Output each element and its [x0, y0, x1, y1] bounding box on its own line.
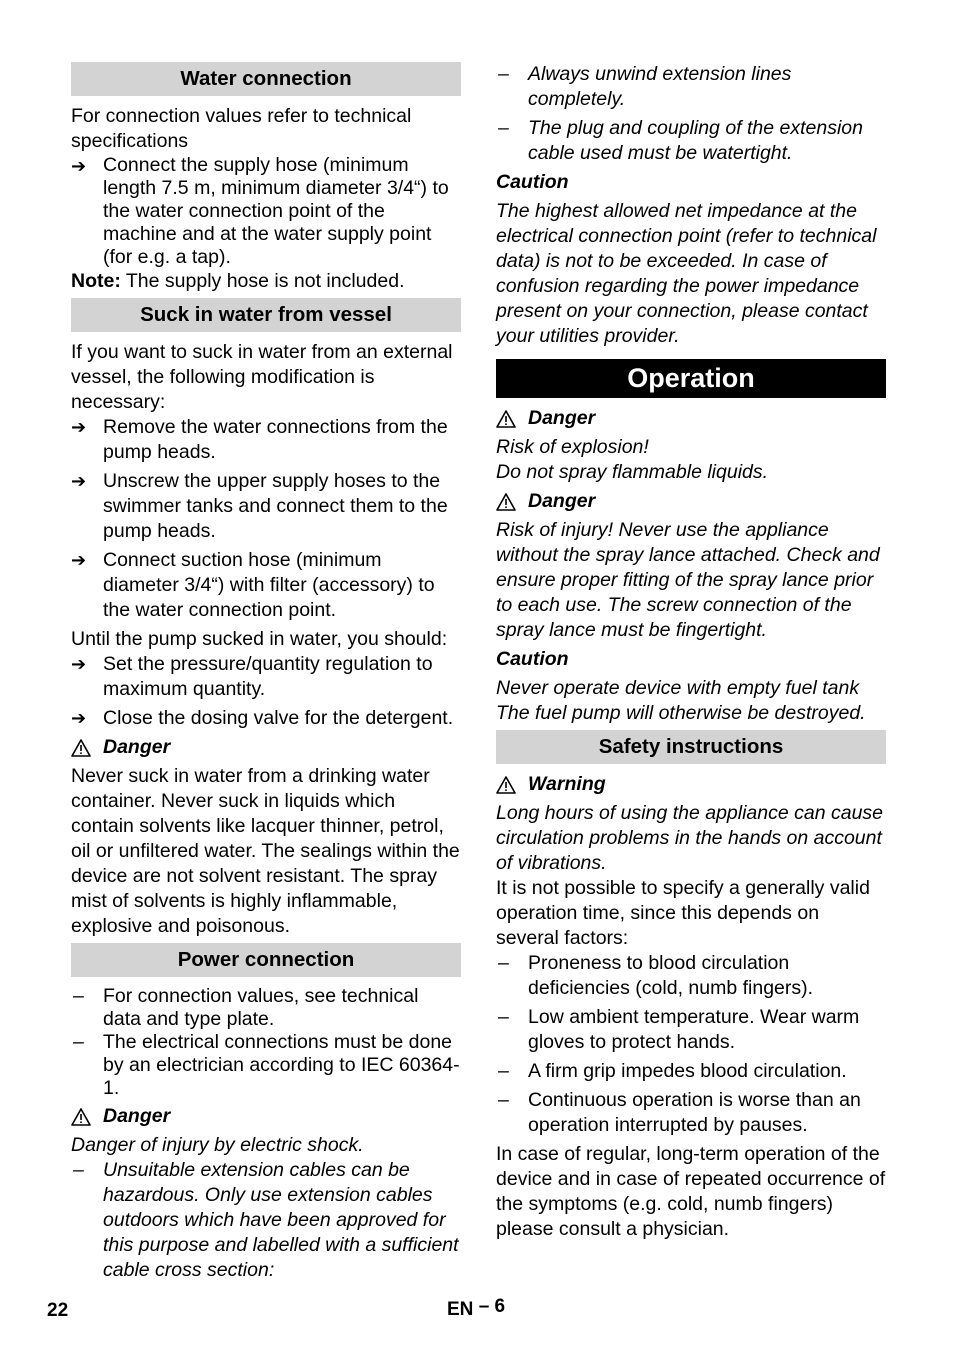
- page-number: 22: [47, 1300, 69, 1321]
- right-arrow-icon: ➔: [71, 708, 87, 728]
- safety-closing: In case of regular, long-term operation of the device and in case of repeated occurrence of the symptoms (e.g. cold, numb fingers) please consult a physician.: [496, 1143, 886, 1240]
- section-page: – 6: [478, 1296, 506, 1317]
- danger-text: Danger of injury by electric shock.: [71, 1134, 364, 1156]
- list-item: [71, 985, 461, 1031]
- step-text: Set the pressure/quantity regulation to maximum quantity.: [103, 653, 433, 700]
- item-text: Proneness to blood circulation deficiencies (cold, numb fingers).: [528, 952, 814, 999]
- list-item: [71, 1031, 461, 1100]
- list-item: [71, 469, 461, 544]
- item-text: The plug and coupling of the extension cable used must be watertight.: [528, 117, 863, 164]
- item-text: A firm grip impedes blood circulation.: [528, 1060, 847, 1082]
- caution-text: Never operate device with empty fuel tank The fuel pump will otherwise be destroyed.: [496, 677, 866, 724]
- section-heading-power-connection: Power connection: [71, 943, 461, 977]
- note-text: The supply hose is not included.: [120, 270, 405, 292]
- page-footer-code: [447, 1297, 505, 1322]
- step-text: Unscrew the upper supply hoses to the swimmer tanks and connect them to the pump heads.: [103, 470, 448, 542]
- right-arrow-icon: ➔: [71, 471, 87, 491]
- safety-body: It is not possible to specify a generally valid operation time, since this depends on several factors:: [496, 877, 870, 949]
- dash-bullet: –: [498, 117, 509, 139]
- warning-heading: [496, 772, 886, 797]
- dash-bullet: –: [498, 952, 509, 974]
- note-paragraph: [71, 269, 461, 294]
- right-column: [496, 62, 886, 1242]
- warning-triangle-icon: [71, 739, 91, 757]
- right-arrow-icon: ➔: [71, 550, 87, 570]
- section-heading-suck-in: Suck in water from vessel: [71, 298, 461, 332]
- item-text: The electrical connections must be done by an electrician according to IEC 60364-1.: [103, 1031, 460, 1099]
- item-text: Unsuitable extension cables can be hazardous. Only use extension cables outdoors which have been approved for this purpose and labelled with a sufficient cable cross section:: [103, 1159, 459, 1281]
- list-item: [496, 116, 886, 166]
- suck-in-intro: If you want to suck in water from an external vessel, the following modification is necessary:: [71, 341, 453, 413]
- dash-bullet: –: [73, 1159, 84, 1181]
- section-heading-water-connection: Water connection: [71, 62, 461, 96]
- dash-bullet: –: [498, 1089, 509, 1111]
- warning-label: Warning: [528, 773, 606, 795]
- item-text: For connection values, see technical data and type plate.: [103, 985, 419, 1030]
- step-text: Close the dosing valve for the detergent.: [103, 707, 454, 729]
- list-item: [71, 1158, 461, 1283]
- danger-label: Danger: [103, 1105, 171, 1127]
- item-text: Always unwind extension lines completely.: [528, 63, 792, 110]
- list-item: [71, 706, 461, 731]
- item-text: Low ambient temperature. Wear warm gloves to protect hands.: [528, 1006, 860, 1053]
- danger-heading: [496, 406, 886, 431]
- warning-triangle-icon: [496, 410, 516, 428]
- danger-heading: [496, 489, 886, 514]
- right-arrow-icon: ➔: [71, 417, 87, 437]
- right-arrow-icon: ➔: [71, 654, 87, 674]
- until-paragraph: Until the pump sucked in water, you should:: [71, 628, 448, 650]
- danger-text: Risk of injury! Never use the appliance without the spray lance attached. Check and ensure proper fitting of the spray lance prior to each use. The screw connection of the spray lance must be fingertight.: [496, 519, 880, 641]
- danger-heading: [71, 1104, 461, 1129]
- danger-label: Danger: [528, 407, 596, 429]
- step-text: Remove the water connections from the pump heads.: [103, 416, 448, 463]
- list-item: [71, 548, 461, 623]
- list-item: [496, 1088, 886, 1138]
- section-heading-safety-instructions: Safety instructions: [496, 730, 886, 764]
- list-item: [71, 652, 461, 702]
- danger-line: Do not spray flammable liquids.: [496, 461, 769, 483]
- caution-text: The highest allowed net impedance at the electrical connection point (refer to technical data) is not to be exceeded. In case of confusion regarding the power impedance present on your connection, please contact your utilities provider.: [496, 200, 877, 347]
- danger-text: Never suck in water from a drinking water container. Never suck in liquids which contain solvents like lacquer thinner, petrol, oil or unfiltered water. The sealings within the device are not solvent resistant. The spray mist of solvents is highly inflammable, explosive and poisonous.: [71, 765, 460, 937]
- right-arrow-icon: ➔: [71, 156, 87, 176]
- item-text: Continuous operation is worse than an operation interrupted by pauses.: [528, 1089, 861, 1136]
- list-item: [71, 154, 461, 269]
- dash-bullet: –: [498, 63, 509, 85]
- left-column: [71, 62, 461, 1283]
- danger-label: Danger: [103, 736, 171, 758]
- dash-bullet: –: [73, 985, 84, 1007]
- list-item: [496, 1059, 886, 1084]
- list-item: [496, 951, 886, 1001]
- danger-label: Danger: [528, 490, 596, 512]
- water-connection-step: Connect the supply hose (minimum length 7.5 m, minimum diameter 3/4“) to the water connection point of the machine and at the water supply point (for e.g. a tap).: [103, 154, 449, 268]
- warning-triangle-icon: [496, 493, 516, 511]
- caution-label: Caution: [496, 171, 569, 193]
- step-text: Connect suction hose (minimum diameter 3/4“) with filter (accessory) to the water connection point.: [103, 549, 435, 621]
- dash-bullet: –: [498, 1060, 509, 1082]
- section-heading-operation: Operation: [496, 359, 886, 398]
- water-connection-intro: For connection values refer to technical specifications: [71, 105, 412, 152]
- danger-line: Risk of explosion!: [496, 436, 649, 458]
- list-item: [71, 415, 461, 465]
- dash-bullet: –: [73, 1031, 84, 1053]
- warning-text: Long hours of using the appliance can cause circulation problems in the hands on account of vibrations.: [496, 802, 884, 874]
- note-label: Note:: [71, 270, 121, 292]
- caution-label: Caution: [496, 648, 569, 670]
- list-item: [496, 1005, 886, 1055]
- dash-bullet: –: [498, 1006, 509, 1028]
- warning-triangle-icon: [71, 1108, 91, 1126]
- danger-heading: [71, 735, 461, 760]
- warning-triangle-icon: [496, 776, 516, 794]
- language-code: EN: [447, 1299, 474, 1320]
- list-item: [496, 62, 886, 112]
